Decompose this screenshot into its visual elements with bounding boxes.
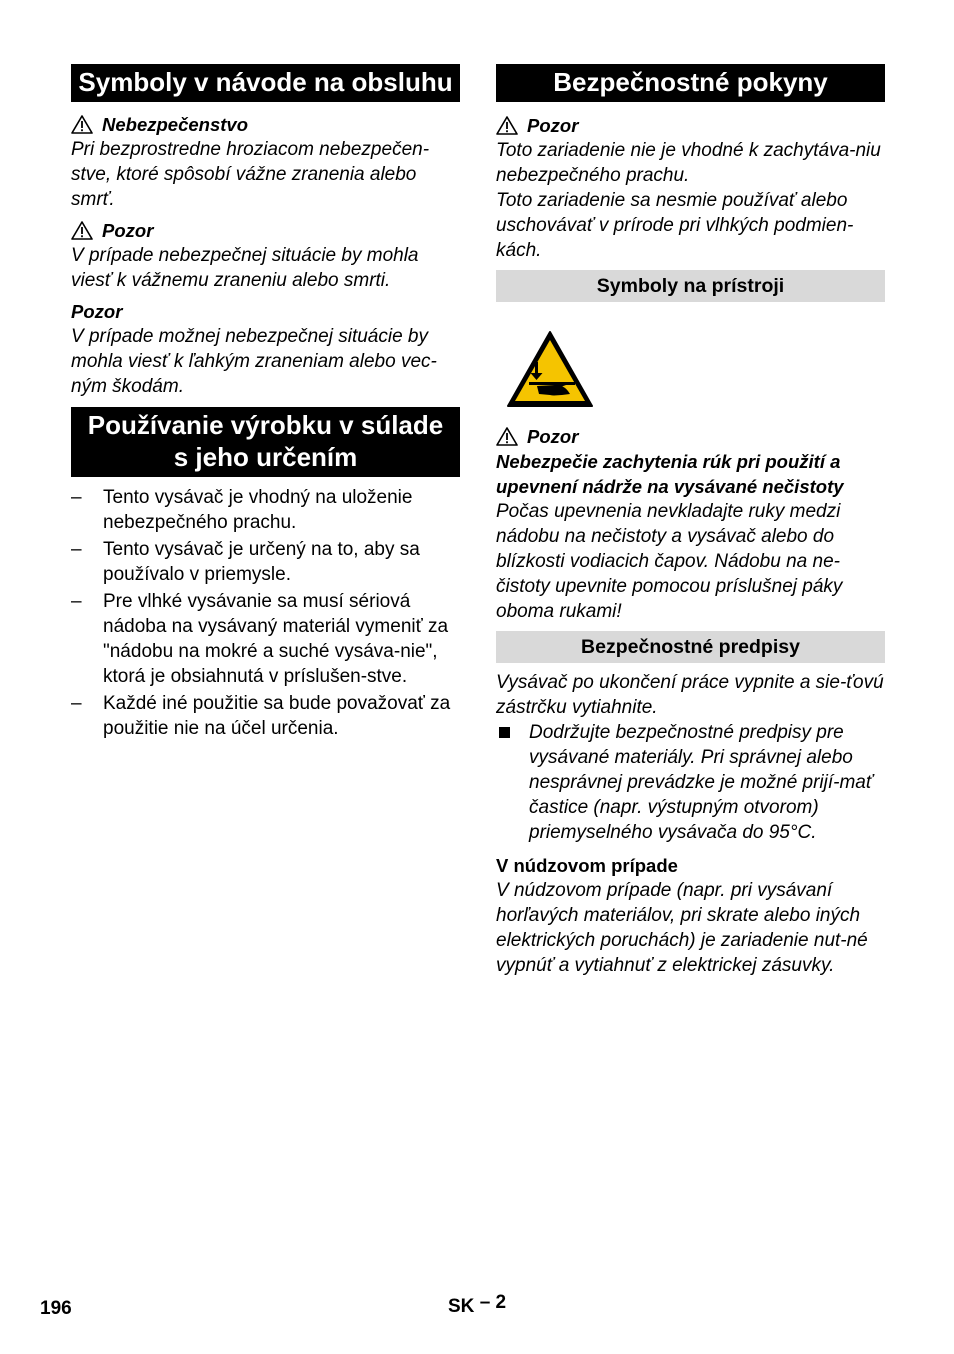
emergency-text: V núdzovom prípade (napr. pri vysávaní horľavých materiálov, pri skrate alebo iných elektrických poruchách) je zariadenie nut-né vypnúť a vytiahnuť z elektrickej zásuvky. xyxy=(496,880,868,976)
caution-title-2: Pozor xyxy=(71,301,123,322)
emergency-title: V núdzovom prípade xyxy=(496,855,678,876)
caution-heading-1 xyxy=(71,218,460,243)
caution-heading-right xyxy=(496,113,885,138)
hand-crush-warning-bold: Nebezpečie zachytenia rúk pri použití a upevnení nádrže na vysávané nečistoty xyxy=(496,451,844,497)
subsection-title-safety-regs: Bezpečnostné predpisy xyxy=(496,631,885,663)
hand-crush-warning-text: Počas upevnenia nevkladajte ruky medzi nádobu na nečistoty a vysávač alebo do blízkosti vodiacich čapov. Nádobu na ne-čistoty upevnite pomocou príslušnej páky oboma rukami! xyxy=(496,501,843,622)
caution-title-right-2: Pozor xyxy=(527,426,579,447)
caution-title-1: Pozor xyxy=(102,220,154,241)
section-title-intended-use: Používanie výrobku v súlade s jeho určením xyxy=(71,407,460,477)
footer-separator: – xyxy=(479,1292,491,1313)
hand-crush-warning-icon xyxy=(505,329,595,409)
language-code: SK xyxy=(448,1296,475,1317)
dash-marker: – xyxy=(71,487,82,508)
list-item: – Každé iné použitie sa bude považovať za použitie nie na účel určenia. xyxy=(71,693,451,739)
warning-triangle-icon xyxy=(71,221,93,240)
caution-text-1: V prípade nebezpečnej situácie by mohla viesť k vážnemu zraneniu alebo smrti. xyxy=(71,245,419,291)
page-language-label xyxy=(448,1292,507,1318)
dash-marker: – xyxy=(71,693,82,714)
caution-heading-right-2 xyxy=(496,424,885,449)
left-column xyxy=(71,64,460,743)
list-item: – Tento vysávač je vhodný na uloženie nebezpečného prachu. xyxy=(71,487,413,533)
section-title-symbols-manual: Symboly v návode na obsluhu xyxy=(71,64,460,102)
danger-heading xyxy=(71,112,460,137)
section-title-safety: Bezpečnostné pokyny xyxy=(496,64,885,102)
dash-marker: – xyxy=(71,591,82,612)
warning-triangle-icon xyxy=(496,427,518,446)
sub-page-number: 2 xyxy=(495,1292,507,1313)
list-item: Dodržujte bezpečnostné predpisy pre vysávané materiály. Pri správnej alebo nesprávnej prevádzke je možné prijí-mať častice (napr. výstupným otvorom) priemyselného vysávača do 95°C. xyxy=(496,720,885,845)
caution-text-right-1: Toto zariadenie nie je vhodné k zachytáva-niu nebezpečného prachu. xyxy=(496,140,881,186)
caution-title-right: Pozor xyxy=(527,115,579,136)
intended-use-list xyxy=(71,485,460,741)
warning-triangle-icon xyxy=(496,116,518,135)
danger-title: Nebezpečenstvo xyxy=(102,114,248,135)
regs-list xyxy=(496,720,885,845)
caution-text-right-2: Toto zariadenie sa nesmie používať alebo uschovávať v prírode pri vlhkých podmien-kách. xyxy=(496,190,854,261)
list-item: – Pre vlhké vysávanie sa musí sériová nádoba na vysávaný materiál vymeniť za "nádobu na mokré a suché vysáva-nie", ktorá je obsiahnutá v príslušen-stve. xyxy=(71,591,449,687)
warning-triangle-icon xyxy=(71,115,93,134)
subsection-title-symbols-device: Symboly na prístroji xyxy=(496,270,885,302)
caution-text-2: V prípade možnej nebezpečnej situácie by mohla viesť k ľahkým zraneniam alebo vec-ným škodám. xyxy=(71,326,437,397)
regs-text: Vysávač po ukončení práce vypnite a sie-ťovú zástrčku vytiahnite. xyxy=(496,672,884,718)
square-bullet xyxy=(499,727,510,738)
right-column xyxy=(496,64,885,978)
danger-text: Pri bezprostredne hroziacom nebezpečen-stve, ktoré spôsobí vážne zranenia alebo smrť. xyxy=(71,139,430,210)
dash-marker: – xyxy=(71,539,82,560)
hand-crush-sign xyxy=(505,329,885,409)
page-number: 196 xyxy=(40,1298,72,1319)
list-item: – Tento vysávač je určený na to, aby sa používalo v priemysle. xyxy=(71,539,420,585)
